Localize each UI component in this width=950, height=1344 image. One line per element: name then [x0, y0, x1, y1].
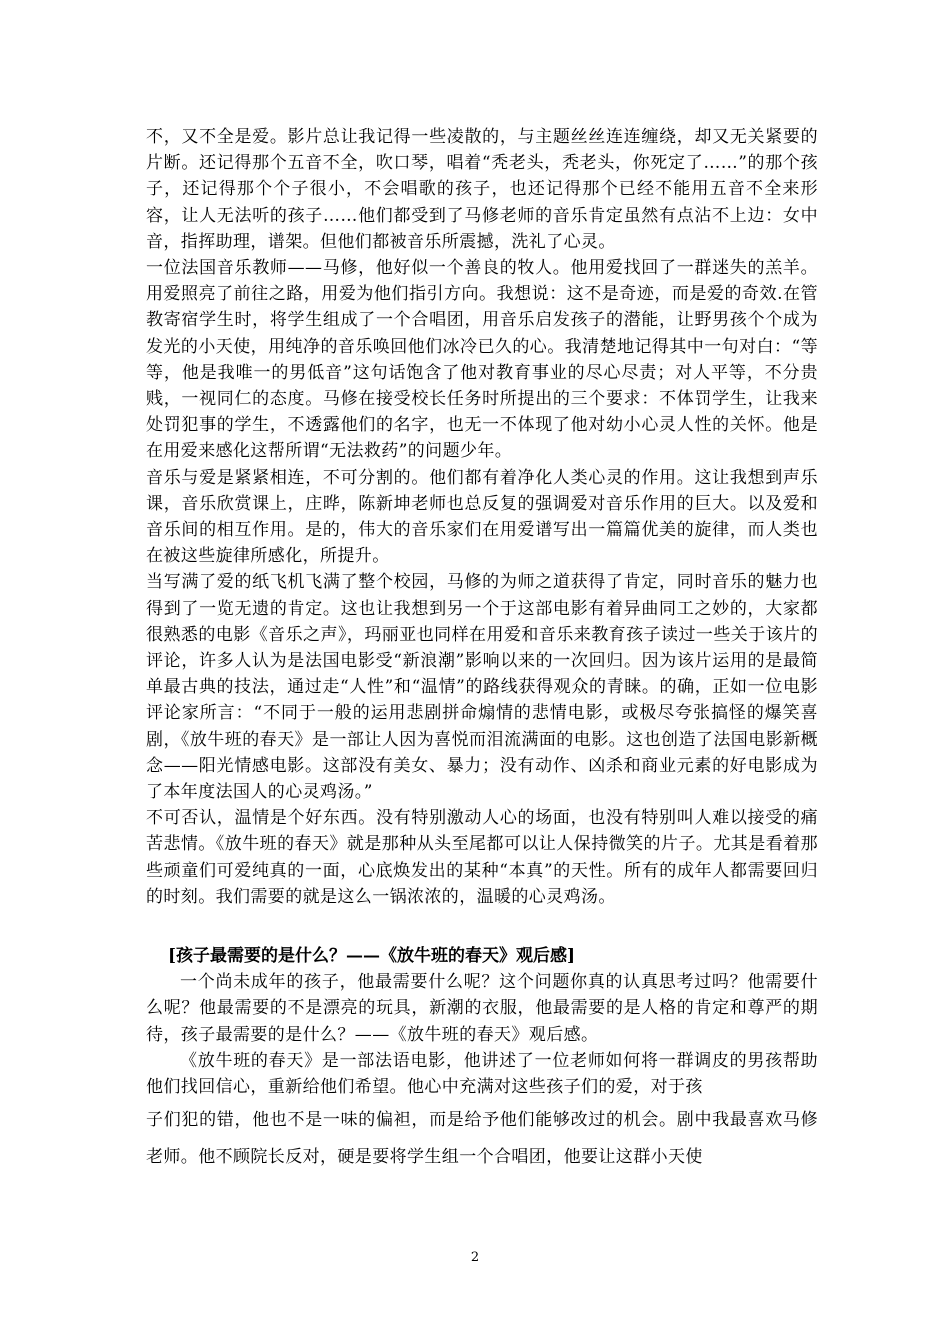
section-paragraph-1: 一个尚未成年的孩子，他最需要什么呢？这个问题你真的认真思考过吗？他需要什么呢？他最需要的不是漂亮的玩具，新潮的衣服，他最需要的是人格的肯定和尊严的期待，孩子最需要的是什么？——《放牛班的春天》观后感。 — [146, 972, 818, 1045]
section-paragraph-2-first: 《放牛班的春天》是一部法语电影，他讲述了一位老师如何将一群调皮的男孩帮助他们找回信心，重新给他们希望。他心中充满对这些孩子们的爱，对于孩 — [146, 1050, 818, 1097]
page-number: 2 — [470, 1250, 480, 1265]
paragraph-1: 不，又不全是爱。影片总让我记得一些凌散的，与主题丝丝连连缠绕，却又无关紧要的片断。还记得那个五音不全，吹口琴，唱着“秃老头，秃老头，你死定了……”的那个孩子，还记得那个个子很小，不会唱歌的孩子，也还记得那个已经不能用五音不全来形容，让人无法听的孩子……他们都受到了马修老师的音乐肯定虽然有点沾不上边：女中音，指挥助理，谱架。但他们都被音乐所震撼，洗礼了心灵。 — [146, 127, 818, 252]
document-body — [146, 124, 818, 1176]
paragraph-4: 当写满了爱的纸飞机飞满了整个校园，马修的为师之道获得了肯定，同时音乐的魅力也得到了一览无遗的肯定。这也让我想到另一个于这部电影有着异曲同工之妙的，大家都很熟悉的电影《音乐之声》，玛丽亚也同样在用爱和音乐来教育孩子读过一些关于该片的评论，许多人认为是法国电影受“新浪潮”影响以来的一次回归。因为该片运用的是最简单最古典的技法，通过走“人性”和“温情”的路线获得观众的青睐。的确，正如一位电影评论家所言：“不同于一般的运用悲剧拼命煽情的悲情电影，或极尽夸张搞怪的爆笑喜剧，《放牛班的春天》是一部让人因为喜悦而泪流满面的电影。这也创造了法国电影新概念——阳光情感电影。这部没有美女、暴力；没有动作、凶杀和商业元素的好电影成为了本年度法国人的心灵鸡汤。” — [146, 572, 818, 803]
section-paragraph-2-rest: 子们犯的错，他也不是一味的偏袒，而是给予他们能够改过的机会。剧中我最喜欢马修老师。他不顾院长反对，硬是要将学生组一个合唱团，他要让这群小天使 — [146, 1110, 818, 1168]
section-title: [孩子最需要的是什么？——《放牛班的春天》观后感] — [168, 946, 576, 967]
paragraph-5: 不可否认，温情是个好东西。没有特别激动人心的场面，也没有特别叫人难以接受的痛苦悲情。《放牛班的春天》就是那种从头至尾都可以让人保持微笑的片子。尤其是看着那些顽童们可爱纯真的一面，心底焕发出的某种“本真”的天性。所有的成年人都需要回归的时刻。我们需要的就是这么一锅浓浓的，温暖的心灵鸡汤。 — [146, 808, 818, 907]
paragraph-3: 音乐与爱是紧紧相连，不可分割的。他们都有着净化人类心灵的作用。这让我想到声乐课，音乐欣赏课上，庄晔，陈新坤老师也总反复的强调爱对音乐作用的巨大。以及爱和音乐间的相互作用。是的，伟大的音乐家们在用爱谱写出一篇篇优美的旋律，而人类也在被这些旋律所感化，所提升。 — [146, 467, 818, 567]
paragraph-2: 一位法国音乐教师——马修，他好似一个善良的牧人。他用爱找回了一群迷失的羔羊。用爱照亮了前往之路，用爱为他们指引方向。我想说：这不是奇迹，而是爱的奇效.在管教寄宿学生时，将学生组成了一个合唱团，用音乐启发孩子的潜能，让野男孩个个成为发光的小天使，用纯净的音乐唤回他们冰冷已久的心。我清楚地记得其中一句对白：“等等，他是我唯一的男低音”这句话饱含了他对教育事业的尽心尽责；对人平等，不分贵贱，一视同仁的态度。马修在接受校长任务时所提出的三个要求：不体罚学生，让我来处罚犯事的学生，不透露他们的名字，也无一不体现了他对幼小心灵人性的关怀。他是在用爱来感化这帮所谓“无法救药”的问题少年。 — [146, 258, 818, 462]
